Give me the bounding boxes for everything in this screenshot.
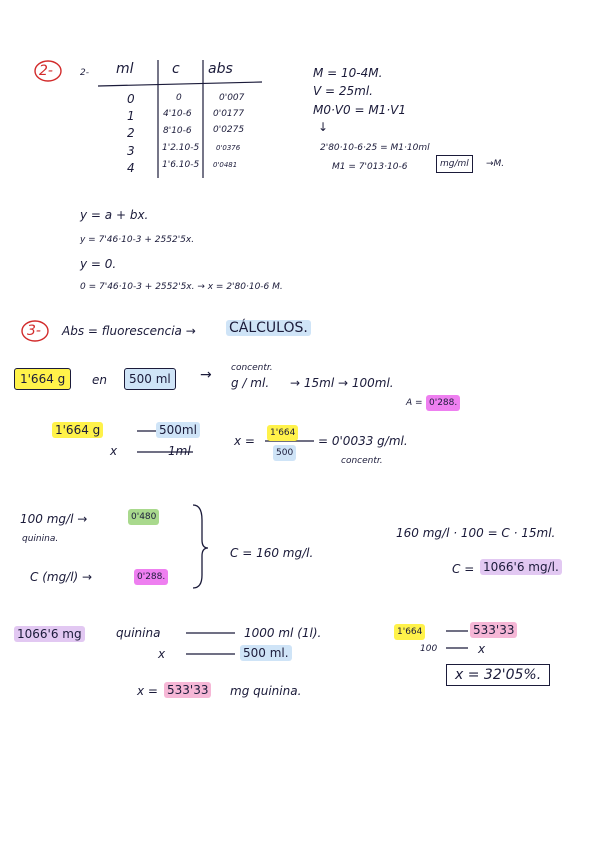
table-cell: 0'0177 bbox=[213, 109, 245, 119]
quinina-label: quinina. bbox=[22, 534, 59, 544]
table-cell: 0'007 bbox=[219, 93, 245, 103]
prop2-unknown: x bbox=[158, 647, 166, 661]
c-result: 1066'6 mg/l. bbox=[480, 559, 562, 575]
prop1-volume: 500ml bbox=[156, 422, 200, 438]
down-arrow: ↓ bbox=[318, 120, 329, 134]
table-cell: 0'0275 bbox=[213, 125, 245, 135]
x-equals-2: x = bbox=[137, 684, 158, 698]
y-zero: y = 0. bbox=[80, 257, 117, 271]
prop2-volume-500: 500 ml. bbox=[240, 645, 292, 661]
col-header-abs: abs bbox=[208, 61, 233, 77]
dilution-chain: → 15ml → 100ml. bbox=[290, 376, 394, 390]
calculos-highlight: CÁLCULOS. bbox=[226, 320, 311, 336]
prop1-unknown: x bbox=[110, 444, 118, 458]
table-cell: 4'10-6 bbox=[163, 109, 192, 119]
regression-equation: y = 7'46·10-3 + 2552'5x. bbox=[80, 235, 195, 245]
concentration-c: C = 160 mg/l. bbox=[230, 546, 314, 560]
prop2-quinina: quinina bbox=[116, 626, 161, 640]
dilution-result: M1 = 7'013·10-6 bbox=[332, 162, 408, 172]
prop3-quinina: 533'33 bbox=[470, 622, 517, 638]
en-word: en bbox=[92, 373, 107, 387]
table-cell: 1'2.10-5 bbox=[162, 143, 200, 153]
dilution-formula: M0·V0 = M1·V1 bbox=[313, 103, 406, 117]
table-cell: 1 bbox=[127, 109, 135, 123]
concentr-label: concentr. bbox=[231, 363, 273, 373]
fraction-numerator: 1'664 bbox=[267, 425, 298, 441]
prop1-mass: 1'664 g bbox=[52, 422, 103, 438]
fraction-denominator: 500 bbox=[273, 445, 296, 461]
section-2-number: 2- bbox=[39, 63, 53, 79]
quinina-mass-unit: mg quinina. bbox=[230, 684, 302, 698]
arrow: → bbox=[200, 367, 212, 383]
dilution-substitution: 2'80·10-6·25 = M1·10ml bbox=[320, 143, 430, 153]
col-header-ml: ml bbox=[116, 61, 134, 77]
table-header-rule bbox=[98, 82, 262, 86]
volume-line: V = 25ml. bbox=[313, 84, 373, 98]
sample-mass-box: 1'664 g bbox=[14, 368, 71, 390]
table-cell: 2 bbox=[127, 126, 135, 140]
section-2-sub: 2- bbox=[80, 68, 89, 78]
standard-label: 100 mg/l → bbox=[20, 512, 88, 526]
table-cell: 0 bbox=[127, 92, 135, 106]
dilution-equation: 160 mg/l · 100 = C · 15ml. bbox=[396, 526, 556, 540]
prop3-mass: 1'664 bbox=[394, 624, 425, 640]
unit-arrow: →M. bbox=[486, 159, 505, 169]
percentage-result-box: x = 32'05%. bbox=[446, 664, 550, 686]
unknown-conc-label: C (mg/l) → bbox=[30, 570, 93, 584]
c-equals: C = bbox=[452, 562, 475, 576]
table-cell: 4 bbox=[127, 161, 135, 175]
prop3-unknown: x bbox=[478, 642, 486, 656]
absorbance-label: A = bbox=[406, 398, 423, 408]
unknown-absorbance: 0'288. bbox=[134, 569, 168, 585]
brace bbox=[193, 505, 208, 588]
linear-model: y = a + bx. bbox=[80, 208, 149, 222]
standard-absorbance: 0'480 bbox=[128, 509, 159, 525]
col-header-c: c bbox=[172, 61, 180, 77]
unit-box: mg/ml bbox=[436, 155, 473, 173]
table-cell: 3 bbox=[127, 144, 135, 158]
x-equals: x = bbox=[234, 434, 255, 448]
table-cell: 0'0481 bbox=[213, 161, 238, 169]
prop3-hundred: 100 bbox=[420, 644, 438, 654]
table-cell: 0'0376 bbox=[216, 144, 241, 152]
table-cell: 0 bbox=[176, 93, 182, 103]
table-cell: 8'10-6 bbox=[163, 126, 192, 136]
quinina-mass-result: 533'33 bbox=[164, 682, 211, 698]
prop1-unit-volume: 1ml bbox=[168, 444, 191, 458]
prop2-volume-1l: 1000 ml (1l). bbox=[244, 626, 322, 640]
volume-box: 500 ml bbox=[124, 368, 176, 390]
concentr-note: concentr. bbox=[341, 456, 383, 466]
concentration-result: = 0'0033 g/ml. bbox=[318, 434, 408, 448]
g-per-ml: g / ml. bbox=[231, 376, 270, 390]
table-cell: 1'6.10-5 bbox=[162, 160, 200, 170]
prop2-mass: 1066'6 mg bbox=[14, 626, 85, 642]
solve-x: 0 = 7'46·10-3 + 2552'5x. → x = 2'80·10-6 M. bbox=[80, 282, 283, 292]
absorbance-value: 0'288. bbox=[426, 395, 460, 411]
section-3-title: Abs = fluorescencia → bbox=[62, 324, 196, 338]
section-3-number: 3- bbox=[27, 323, 41, 339]
molarity-line: M = 10-4M. bbox=[313, 66, 383, 80]
